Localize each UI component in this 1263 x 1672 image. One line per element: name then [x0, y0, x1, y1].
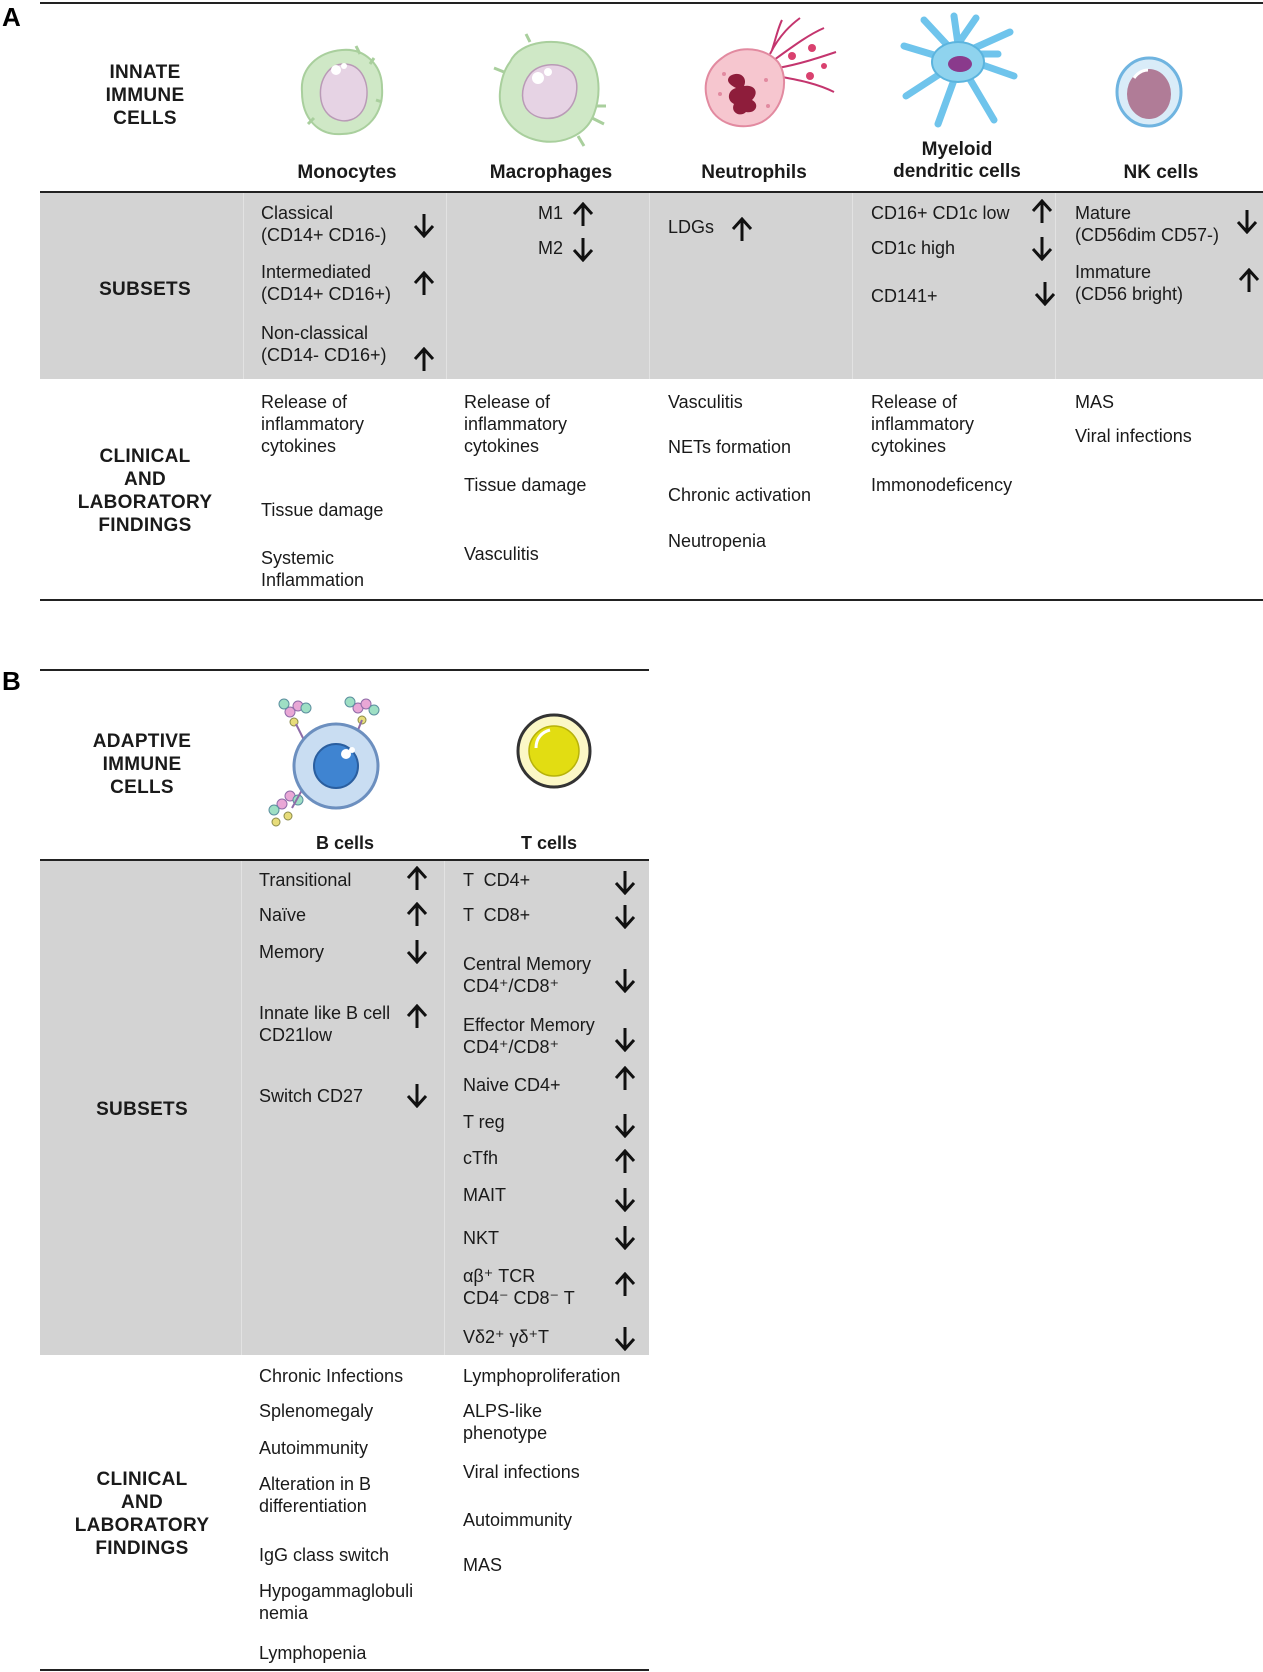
- arrow-down-icon: [1236, 208, 1258, 234]
- monocyte-icon: [294, 44, 390, 140]
- finding-t-1: Lymphoproliferation: [463, 1366, 621, 1386]
- subset-b-memory: Memory: [259, 942, 325, 962]
- arrow-up-icon: [614, 1066, 636, 1092]
- col-neutrophils: Neutrophils: [701, 162, 807, 183]
- innate-subsets-label: SUBSETS: [99, 279, 191, 300]
- arrow-down-icon: [614, 1224, 636, 1250]
- subset-t-cd8: T CD8+: [463, 905, 531, 925]
- subset-mdc-cd141: CD141+: [871, 286, 938, 306]
- subset-nk-mature: Mature (CD56dim CD57-): [1075, 203, 1220, 245]
- col-monocytes: Monocytes: [297, 162, 397, 183]
- adaptive-cells-label: ADAPTIVE IMMUNE CELLS: [92, 731, 192, 798]
- finding-neutrophil-2: NETs formation: [668, 437, 792, 457]
- arrow-down-icon: [614, 1112, 636, 1138]
- macrophage-icon: [490, 32, 608, 150]
- finding-macrophage-2: Tissue damage: [464, 475, 587, 495]
- finding-b-7: Lymphopenia: [259, 1643, 367, 1663]
- subset-mdc-cd1c-high: CD1c high: [871, 238, 956, 258]
- finding-b-1: Chronic Infections: [259, 1366, 404, 1386]
- arrow-up-icon: [406, 902, 428, 928]
- arrow-up-icon: [413, 271, 435, 297]
- arrow-up-icon: [572, 202, 594, 228]
- arrow-down-icon: [614, 1186, 636, 1212]
- col-nk-cells: NK cells: [1123, 162, 1199, 183]
- arrow-up-icon: [413, 347, 435, 373]
- arrow-down-icon: [406, 1082, 428, 1108]
- subset-t-vd2: Vδ2⁺ γδ⁺T: [463, 1327, 550, 1347]
- finding-t-2: ALPS-like phenotype: [463, 1401, 548, 1443]
- subset-t-cd4: T CD4+: [463, 870, 531, 890]
- arrow-down-icon: [614, 1026, 636, 1052]
- arrow-down-icon: [614, 869, 636, 895]
- arrow-up-icon: [614, 1272, 636, 1298]
- finding-b-2: Splenomegaly: [259, 1401, 374, 1421]
- finding-nk-2: Viral infections: [1075, 426, 1192, 446]
- subset-monocyte-nonclassical: Non-classical (CD14- CD16+): [261, 323, 387, 365]
- subset-macrophage-m2: M2: [538, 238, 564, 258]
- finding-t-5: MAS: [463, 1555, 503, 1575]
- col-b-cells: B cells: [315, 833, 375, 853]
- subset-t-treg: T reg: [463, 1112, 505, 1132]
- top-rule-a: [40, 2, 1263, 4]
- finding-macrophage-3: Vasculitis: [464, 544, 539, 564]
- finding-nk-1: MAS: [1075, 392, 1115, 412]
- arrow-up-icon: [1031, 199, 1053, 225]
- subset-t-naive-cd4: Naive CD4+: [463, 1075, 561, 1095]
- finding-b-6: Hypogammaglobuli nemia: [259, 1581, 414, 1623]
- subset-b-naive: Naïve: [259, 905, 307, 925]
- col-t-cells: T cells: [520, 833, 578, 853]
- subset-monocyte-intermediated: Intermediated (CD14+ CD16+): [261, 262, 392, 304]
- innate-cells-label: INNATE IMMUNE CELLS: [105, 62, 185, 129]
- bottom-rule-b: [40, 1669, 649, 1671]
- subset-b-transitional: Transitional: [259, 870, 352, 890]
- arrow-down-icon: [1034, 280, 1056, 306]
- finding-monocyte-2: Tissue damage: [261, 500, 384, 520]
- col-macrophages: Macrophages: [489, 162, 613, 183]
- subset-neutrophil-ldgs: LDGs: [668, 217, 715, 237]
- arrow-down-icon: [614, 967, 636, 993]
- arrow-up-icon: [406, 866, 428, 892]
- subset-macrophage-m1: M1: [538, 203, 564, 223]
- arrow-down-icon: [413, 212, 435, 238]
- subset-t-mait: MAIT: [463, 1185, 506, 1205]
- dendritic-cell-icon: [898, 10, 1018, 130]
- finding-b-3: Autoimmunity: [259, 1438, 369, 1458]
- arrow-down-icon: [572, 236, 594, 262]
- subset-t-ab-tcr: αβ⁺ TCR CD4⁻ CD8⁻ T: [463, 1266, 575, 1308]
- arrow-up-icon: [406, 1004, 428, 1030]
- arrow-up-icon: [731, 217, 753, 243]
- b-cell-icon: [262, 696, 396, 834]
- panel-label-a: A: [2, 2, 21, 32]
- arrow-down-icon: [1031, 235, 1053, 261]
- t-cell-icon: [514, 712, 594, 790]
- subset-b-innate-like: Innate like B cell CD21low: [259, 1003, 391, 1045]
- finding-macrophage-1: Release of inflammatory cytokines: [464, 392, 568, 456]
- subset-t-effector-memory: Effector Memory CD4⁺/CD8⁺: [463, 1015, 595, 1057]
- col-myeloid-dendritic: Myeloid dendritic cells: [893, 139, 1021, 182]
- finding-mdc-1: Release of inflammatory cytokines: [871, 392, 975, 456]
- nk-cell-icon: [1114, 56, 1184, 128]
- bottom-rule-a: [40, 599, 1263, 601]
- finding-b-4: Alteration in B differentiation: [259, 1474, 372, 1516]
- subset-t-ctfh: cTfh: [463, 1148, 499, 1168]
- innate-findings-label: CLINICAL AND LABORATORY FINDINGS: [77, 446, 213, 536]
- finding-b-5: IgG class switch: [259, 1545, 390, 1565]
- finding-neutrophil-3: Chronic activation: [668, 485, 812, 505]
- top-rule-b: [40, 669, 649, 671]
- subset-t-central-memory: Central Memory CD4⁺/CD8⁺: [463, 954, 592, 996]
- finding-neutrophil-1: Vasculitis: [668, 392, 743, 412]
- subset-monocyte-classical: Classical (CD14+ CD16-): [261, 203, 387, 245]
- arrow-up-icon: [1238, 268, 1260, 294]
- panel-label-b: B: [2, 666, 21, 696]
- subset-mdc-cd16: CD16+ CD1c low: [871, 203, 1010, 223]
- finding-monocyte-1: Release of inflammatory cytokines: [261, 392, 365, 456]
- arrow-down-icon: [406, 938, 428, 964]
- arrow-down-icon: [614, 903, 636, 929]
- subset-nk-immature: Immature (CD56 bright): [1075, 262, 1184, 304]
- neutrophil-icon: [700, 14, 840, 140]
- finding-t-4: Autoimmunity: [463, 1510, 573, 1530]
- finding-t-3: Viral infections: [463, 1462, 580, 1482]
- finding-monocyte-3: Systemic Inflammation: [261, 548, 365, 590]
- finding-mdc-2: Immonodeficency: [871, 475, 1013, 495]
- subset-t-nkt: NKT: [463, 1228, 499, 1248]
- adaptive-findings-label: CLINICAL AND LABORATORY FINDINGS: [74, 1469, 210, 1559]
- subset-b-switch-cd27: Switch CD27: [259, 1086, 364, 1106]
- finding-neutrophil-4: Neutropenia: [668, 531, 767, 551]
- adaptive-subsets-label: SUBSETS: [96, 1099, 188, 1120]
- arrow-up-icon: [614, 1149, 636, 1175]
- arrow-down-icon: [614, 1325, 636, 1351]
